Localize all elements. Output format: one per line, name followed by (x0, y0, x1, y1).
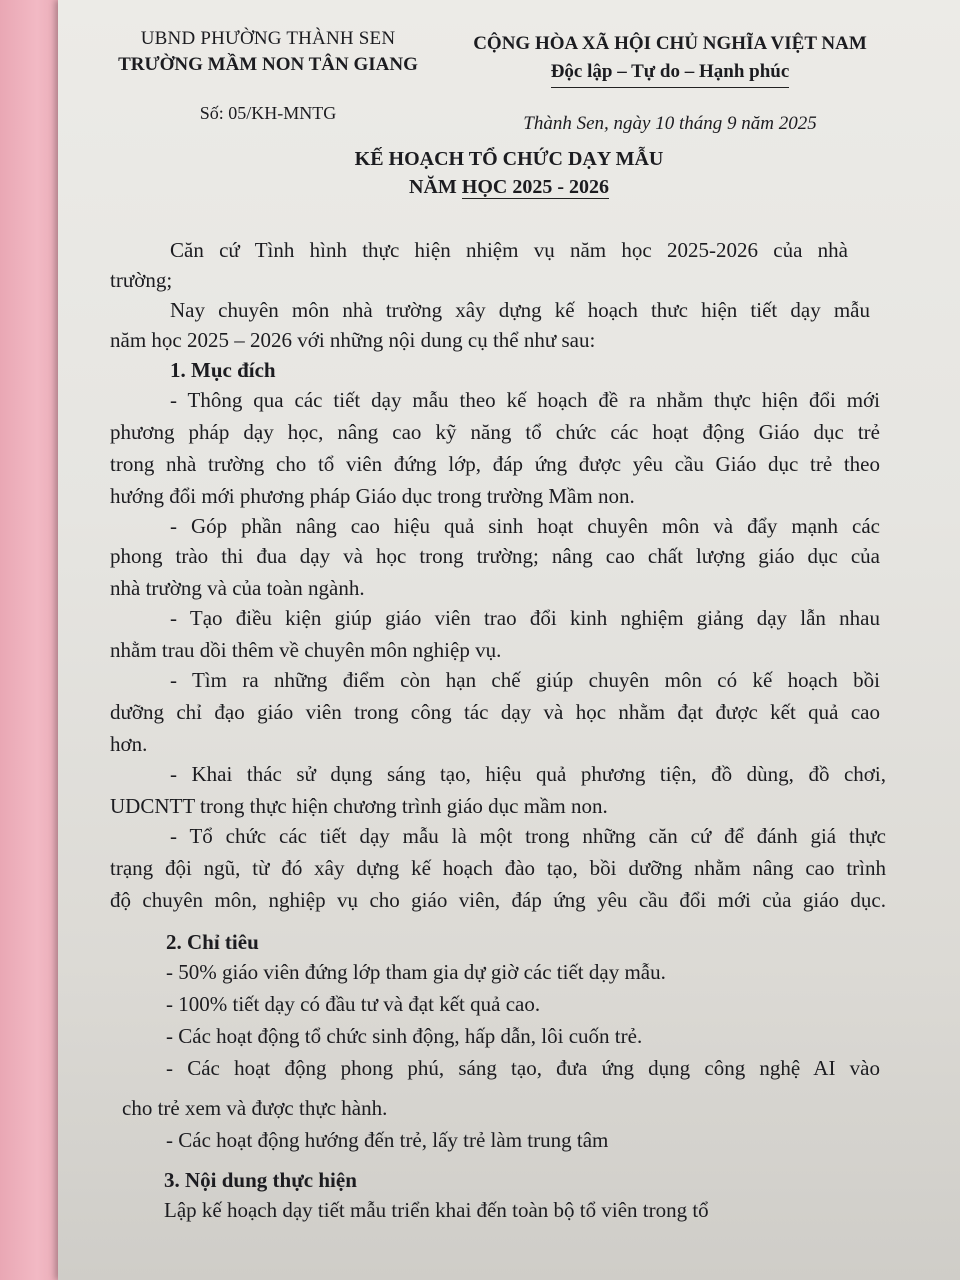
document-title: KẾ HOẠCH TỔ CHỨC DẠY MẪU (354, 148, 664, 170)
body-line: trạng đội ngũ, từ đó xây dựng kế hoạch đào tạo, bồi dưỡng nhằm nâng cao trình (110, 856, 886, 880)
body-line: - Tạo điều kiện giúp giáo viên trao đổi kinh nghiệm giảng dạy lẫn nhau (170, 606, 880, 630)
body-line: Lập kế hoạch dạy tiết mẫu triển khai đến toàn bộ tổ viên trong tổ (164, 1198, 709, 1222)
body-line: - Tổ chức các tiết dạy mẫu là một trong những căn cứ để đánh giá thực (170, 824, 886, 848)
body-line: Căn cứ Tình hình thực hiện nhiệm vụ năm học 2025-2026 của nhà (170, 238, 848, 262)
body-line: hướng đổi mới phương pháp Giáo dục trong trường Mầm non. (110, 484, 635, 508)
subtitle-year: HỌC 2025 - 2026 (461, 176, 609, 198)
body-line: - Các hoạt động tổ chức sinh động, hấp dẫn, lôi cuốn trẻ. (166, 1024, 643, 1048)
body-line: trong nhà trường cho tổ viên đứng lớp, đáp ứng được yêu cầu Giáo dục trẻ theo (110, 452, 880, 476)
national-motto: Độc lập – Tự do – Hạnh phúc (551, 58, 790, 88)
issuer-block (88, 26, 448, 126)
body-line: nhà trường và của toàn ngành. (110, 576, 365, 600)
country-name: CỘNG HÒA XÃ HỘI CHỦ NGHĨA VIỆT NAM (473, 33, 867, 54)
body-line: - Góp phần nâng cao hiệu quả sinh hoạt chuyên môn và đẩy mạnh các (170, 514, 880, 538)
body-line: trường; (110, 268, 173, 292)
national-heading-block (450, 30, 890, 138)
body-line: phong trào thi đua dạy và học trong trường; nâng cao chất lượng giáo dục của (110, 544, 880, 568)
body-line: hơn. (110, 732, 148, 756)
body-line: phương pháp dạy học, nâng cao kỹ năng tổ chức các hoạt động Giáo dục trẻ (110, 420, 880, 444)
section-heading-implementation: 3. Nội dung thực hiện (164, 1168, 357, 1192)
body-line: - Thông qua các tiết dạy mẫu theo kế hoạch đề ra nhằm thực hiện đổi mới (170, 388, 880, 412)
body-line: - 100% tiết dạy có đầu tư và đạt kết quả cao. (166, 992, 541, 1016)
body-line: UDCNTT trong thực hiện chương trình giáo dục mầm non. (110, 794, 608, 818)
body-line: - Các hoạt động hướng đến trẻ, lấy trẻ làm trung tâm (166, 1128, 609, 1152)
body-line: - Khai thác sử dụng sáng tạo, hiệu quả phương tiện, đồ dùng, đồ chơi, (170, 762, 886, 786)
section-heading-targets: 2. Chỉ tiêu (166, 930, 259, 954)
body-line: độ chuyên môn, nghiệp vụ cho giáo viên, đáp ứng yêu cầu đổi mới của giáo dục. (110, 888, 886, 912)
issuer-school: TRƯỜNG MẦM NON TÂN GIANG (118, 54, 418, 75)
body-line: - Tìm ra những điểm còn hạn chế giúp chuyên môn có kế hoạch bồi (170, 668, 880, 692)
body-line: nhằm trau dồi thêm về chuyên môn nghiệp vụ. (110, 638, 502, 662)
document-page (58, 0, 960, 1280)
subtitle-prefix: NĂM (409, 176, 462, 198)
body-line: cho trẻ xem và được thực hành. (122, 1096, 388, 1120)
body-line: Nay chuyên môn nhà trường xây dựng kế hoạch thưc hiện tiết dạy mẫu (170, 298, 870, 322)
body-line: - Các hoạt động phong phú, sáng tạo, đưa ứng dụng công nghệ AI vào (166, 1056, 880, 1080)
section-heading-purpose: 1. Mục đích (170, 358, 276, 382)
document-subtitle (58, 176, 960, 199)
body-line: dưỡng chỉ đạo giáo viên trong công tác dạy và học nhằm đạt được kết quả cao (110, 700, 880, 724)
document-number: Số: 05/KH-MNTG (199, 103, 337, 123)
pink-folder-edge (0, 0, 62, 1280)
body-line: - 50% giáo viên đứng lớp tham gia dự giờ các tiết dạy mẫu. (166, 960, 666, 984)
body-line: năm học 2025 – 2026 với những nội dung cụ thể như sau: (110, 328, 596, 352)
place-date: Thành Sen, ngày 10 tháng 9 năm 2025 (523, 113, 817, 134)
issuer-ward: UBND PHƯỜNG THÀNH SEN (140, 28, 396, 49)
